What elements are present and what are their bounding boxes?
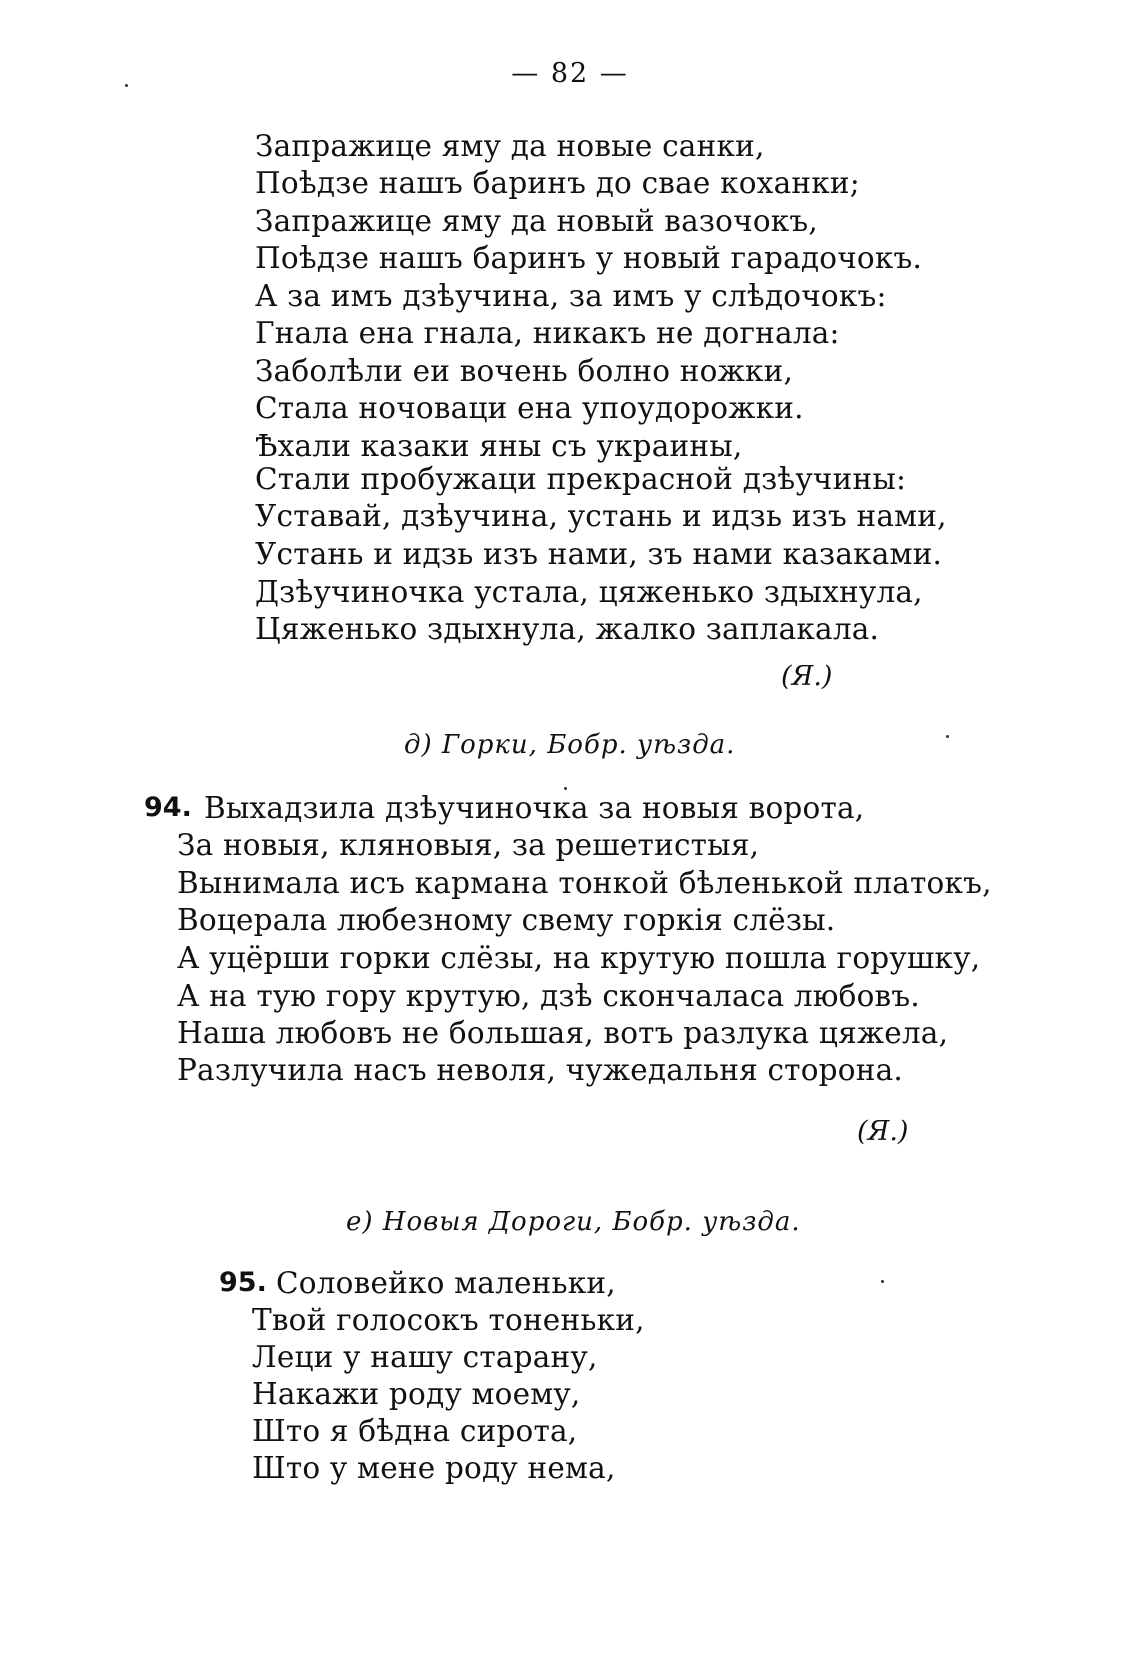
verse-line-text: Устань и идзь изъ нами, зъ нами казаками. bbox=[255, 537, 943, 571]
verse-line bbox=[255, 428, 743, 464]
verse-line-text: Ѣхали казаки яны съ украины, bbox=[255, 429, 743, 463]
section-heading: е) Новыя Дороги, Бобр. уѣзда. bbox=[346, 1207, 801, 1237]
verse-line bbox=[255, 353, 793, 389]
page-number: — 82 — bbox=[511, 58, 629, 89]
verse-line-text: Воцерала любезному свему горкія слёзы. bbox=[177, 903, 836, 937]
verse-line-text: Стали пробужаци прекрасной дзѣучины: bbox=[255, 462, 907, 496]
verse-line-text: Разлучила насъ неволя, чужедальня сторона. bbox=[177, 1053, 903, 1087]
verse-line bbox=[255, 203, 818, 239]
verse-line bbox=[177, 902, 835, 938]
scan-speck bbox=[881, 1280, 884, 1283]
verse-line bbox=[255, 390, 804, 426]
verse-line-text: Поѣдзе нашъ баринъ у новый гарадочокъ. bbox=[255, 241, 923, 275]
verse-line-text: Заболѣли еи вочень болно ножки, bbox=[255, 354, 794, 388]
verse-line bbox=[252, 1413, 577, 1449]
verse-line bbox=[255, 461, 906, 497]
attribution: (Я.) bbox=[857, 1116, 909, 1147]
song-number: 94. bbox=[144, 792, 192, 823]
verse-line-text: За новыя, кляновыя, за решетистыя, bbox=[177, 828, 760, 862]
verse-line bbox=[177, 1052, 903, 1088]
verse-line bbox=[252, 1450, 616, 1486]
verse-line-text: Дзѣучиночка устала, цяженько здыхнула, bbox=[255, 575, 923, 609]
verse-line-text: Выхадзила дзѣучиночка за новыя ворота, bbox=[204, 791, 865, 825]
verse-line-text: Твой голосокъ тоненьки, bbox=[252, 1303, 645, 1337]
verse-line bbox=[255, 240, 922, 276]
verse-line bbox=[255, 315, 840, 351]
song-number: 95. bbox=[219, 1267, 267, 1298]
verse-line bbox=[252, 1339, 598, 1375]
attribution: (Я.) bbox=[781, 661, 833, 692]
verse-line-text: Запражице яму да новый вазочокъ, bbox=[255, 204, 818, 238]
verse-line bbox=[276, 1265, 616, 1301]
verse-line bbox=[177, 1015, 948, 1051]
verse-line-text: Цяженько здыхнула, жалко заплакала. bbox=[255, 612, 880, 646]
verse-line-text: Вынимала исъ кармана тонкой бѣленькой платокъ, bbox=[177, 866, 992, 900]
verse-line bbox=[252, 1302, 645, 1338]
verse-line bbox=[252, 1376, 581, 1412]
verse-line-text: Соловейко маленьки, bbox=[276, 1266, 616, 1300]
verse-line bbox=[177, 978, 920, 1014]
verse-line-text: Леци у нашу старану, bbox=[252, 1340, 598, 1374]
verse-line-text: Што у мене роду нема, bbox=[252, 1451, 616, 1485]
verse-line-text: Поѣдзе нашъ баринъ до свае коханки; bbox=[255, 166, 860, 200]
scan-speck bbox=[125, 84, 128, 87]
verse-line-text: А уцёрши горки слёзы, на крутую пошла горушку, bbox=[177, 941, 981, 975]
verse-line-text: Уставай, дзѣучина, устань и идзь изъ нами, bbox=[255, 499, 947, 533]
verse-line-text: А за имъ дзѣучина, за имъ у слѣдочокъ: bbox=[255, 279, 887, 313]
verse-line-text: Запражице яму да новые санки, bbox=[255, 129, 765, 163]
verse-line bbox=[177, 940, 980, 976]
verse-line bbox=[255, 128, 765, 164]
verse-line bbox=[204, 790, 864, 826]
verse-line bbox=[255, 278, 887, 314]
verse-line bbox=[255, 536, 942, 572]
verse-line bbox=[255, 165, 860, 201]
verse-line bbox=[255, 611, 879, 647]
verse-line bbox=[255, 574, 923, 610]
verse-line-text: Што я бѣдна сирота, bbox=[252, 1414, 578, 1448]
verse-line-text: Стала ночоваци ена упоудорожки. bbox=[255, 391, 804, 425]
verse-line-text: Накажи роду моему, bbox=[252, 1377, 581, 1411]
scan-speck bbox=[946, 735, 949, 738]
verse-line bbox=[255, 498, 947, 534]
verse-line bbox=[177, 827, 759, 863]
verse-line bbox=[177, 865, 992, 901]
verse-line-text: Гнала ена гнала, никакъ не догнала: bbox=[255, 316, 840, 350]
verse-line-text: А на тую гору крутую, дзѣ скончаласа любовъ. bbox=[177, 979, 920, 1013]
section-heading: д) Горки, Бобр. уѣзда. bbox=[404, 730, 736, 760]
verse-line-text: Наша любовъ не большая, вотъ разлука цяжела, bbox=[177, 1016, 949, 1050]
